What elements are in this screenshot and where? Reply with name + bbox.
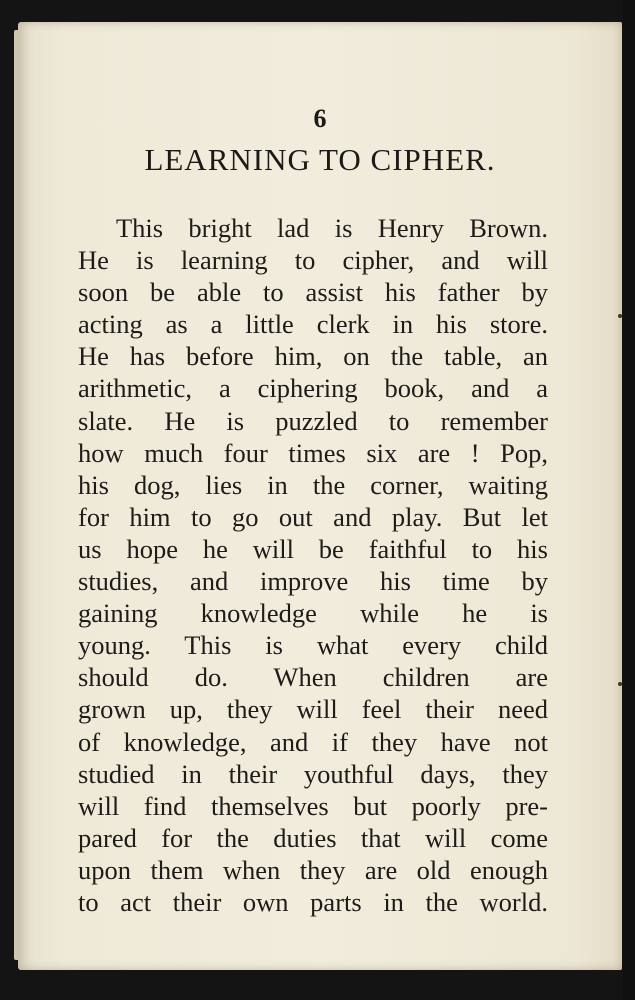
page-number: 6	[313, 104, 327, 133]
text-line: us hope he will be faithful to his	[78, 533, 548, 564]
chapter-title: LEARNING TO CIPHER.	[144, 142, 496, 177]
text-line: should do. When children are	[78, 662, 548, 693]
margin-speck	[618, 314, 622, 318]
text-line: will find themselves but poorly pre-	[78, 790, 548, 821]
text-line: for him to go out and play. But let	[78, 501, 548, 532]
text-line: gaining knowledge while he is	[78, 598, 548, 629]
text-line: young. This is what every child	[78, 630, 548, 661]
book-page	[18, 22, 622, 970]
text-line: grown up, they will feel their need	[78, 694, 548, 725]
text-line: He is learning to cipher, and will	[78, 245, 548, 276]
text-line: to act their own parts in the world.	[78, 886, 548, 917]
text-line: acting as a little clerk in his store.	[78, 309, 548, 340]
text-line: slate. He is puzzled to remember	[78, 405, 548, 436]
scan-right-edge	[623, 0, 635, 1000]
text-line: This bright lad is Henry Brown.	[116, 213, 548, 243]
text-line: upon them when they are old enough	[78, 854, 548, 885]
text-line: of knowledge, and if they have not	[78, 726, 548, 757]
text-line: how much four times six are ! Pop,	[78, 437, 548, 468]
body-text	[78, 212, 548, 918]
text-line: He has before him, on the table, an	[78, 341, 548, 372]
margin-speck	[618, 682, 622, 686]
text-line: arithmetic, a ciphering book, and a	[78, 373, 548, 404]
text-line: studied in their youthful days, they	[78, 758, 548, 789]
text-line: his dog, lies in the corner, waiting	[78, 469, 548, 500]
text-line: soon be able to assist his father by	[78, 277, 548, 308]
text-line: studies, and improve his time by	[78, 566, 548, 597]
text-line: pared for the duties that will come	[78, 822, 548, 853]
